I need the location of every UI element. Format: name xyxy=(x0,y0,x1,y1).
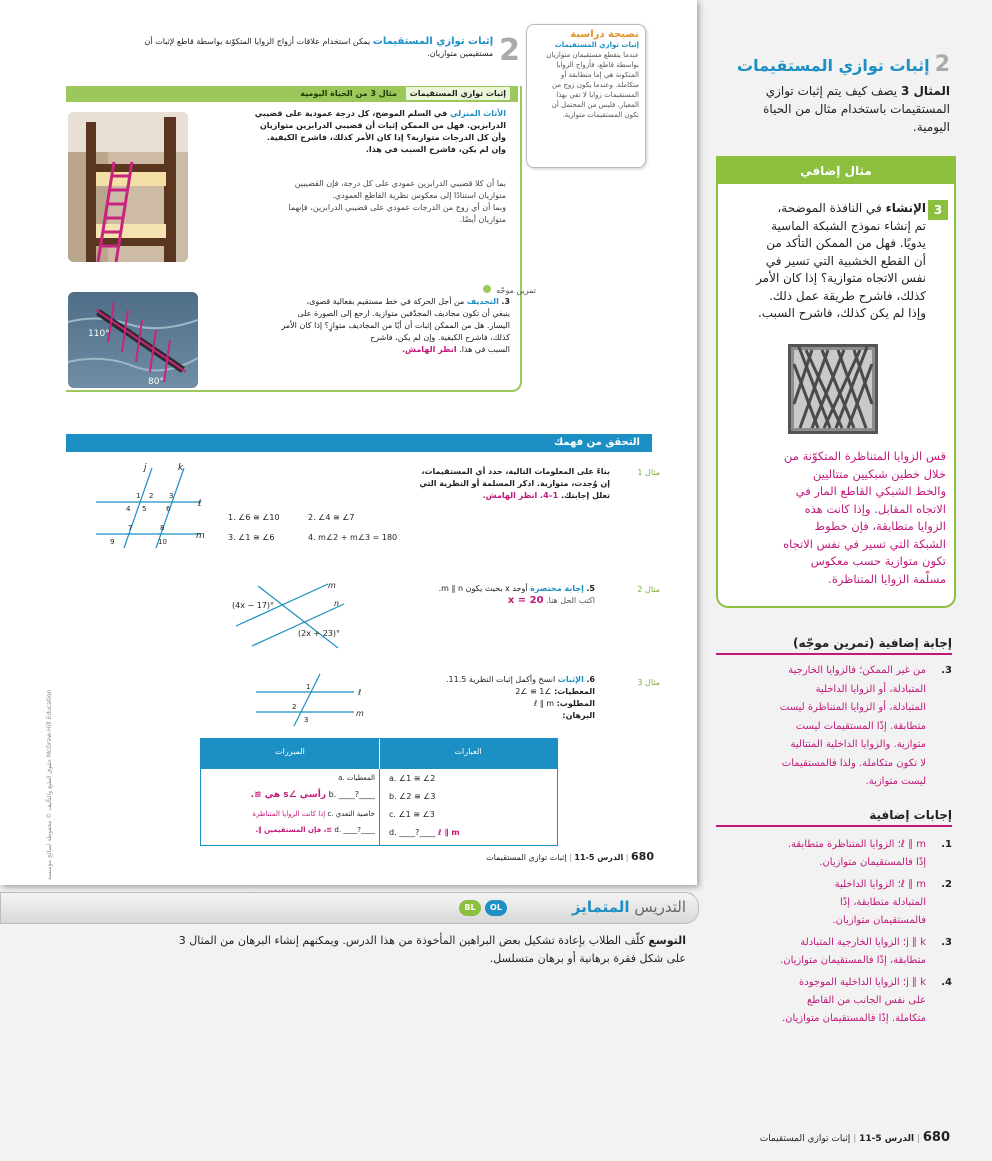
guided-question-3 xyxy=(210,296,510,356)
rowing-angle-80: 80° xyxy=(148,377,164,387)
study-tip-line: المعيار، فليس من المحتمل أن xyxy=(551,101,639,109)
section-header xyxy=(80,33,520,68)
section-intro: يمكن استخدام علاقات أزواج الزوايا المتكوّنة بواسطة قاطع لإثبات أن xyxy=(144,37,371,46)
study-tip-line: المستقيمات زوايا لا تفي بهذا xyxy=(556,91,639,99)
example-q-line: وإن لم يكن، فاشرح السبب في هذا. xyxy=(365,145,506,154)
example-bar-right: إثبات توازي المستقيمات xyxy=(406,87,510,100)
statement-d-answer: ℓ ∥ m xyxy=(437,828,460,837)
figure-parallel-lines-2 xyxy=(228,576,358,656)
a3-line: المتبادلة، أو الزوايا الداخلية xyxy=(815,683,926,695)
teacher-intro xyxy=(710,82,950,136)
extra-answer-line: خلال خطين شبكيين متتاليين xyxy=(812,466,946,481)
fig2-angle-2: (2x + 23)° xyxy=(298,629,341,638)
section-number: 2 xyxy=(499,33,520,68)
teacher-intro-line: المستقيمات باستخدام مثال من الحياة xyxy=(763,102,950,116)
guided-bullet-icon xyxy=(483,285,491,293)
fig1-label-l: ℓ xyxy=(198,499,202,509)
example-bar-title: مثال 3 من الحياة اليومية xyxy=(300,89,397,98)
section-intro-2: مستقيمين متوازيان. xyxy=(427,49,494,58)
extra-answer-line: مسلّمة الزوايا المتناظرة. xyxy=(828,571,946,586)
figure-parallel-lines-1 xyxy=(92,460,212,550)
differentiated-bar xyxy=(0,892,699,924)
b2-line: ℓ ∥ m؛ الزوايا الداخلية xyxy=(834,879,926,890)
g3-lead: التجديف xyxy=(466,297,499,306)
given-value: ∠1 ≅ ∠2 xyxy=(515,687,552,696)
lattice-window-illustration xyxy=(788,344,878,434)
fig1-label-j: j xyxy=(144,463,147,473)
badge-ol: OL xyxy=(485,900,507,916)
extra-example-line: كذلك، فاشرح طريقة عمل ذلك. xyxy=(769,288,926,303)
study-tip-line: المتكونة هي إما متطابقة أو xyxy=(561,71,639,79)
fig2-label-n: n xyxy=(334,599,340,608)
extra-example-line: يدويًا. فهل من الممكن التأكد من xyxy=(766,236,926,250)
lesson-title: إثبات توازي المستقيمات xyxy=(486,853,567,862)
fig1-angle: 2 xyxy=(149,492,154,500)
g3-line: السبب في هذا. xyxy=(459,345,510,354)
b3-line: j ∥ k؛ الزوايا الخارجية المتبادلة xyxy=(800,937,926,948)
teacher-lesson-label: الدرس 5-11 xyxy=(859,1134,915,1144)
extra-answer-line: الاتجاه المقابل. وإذا كانت هذه xyxy=(804,501,946,516)
extra-example-lead: الإنشاء xyxy=(885,201,926,215)
b4-number: 4. xyxy=(941,977,952,988)
prove-label: المطلوب: xyxy=(556,699,595,708)
b2-number: 2. xyxy=(941,879,952,890)
example-q-line: في السلم الموضح، كل درجة عمودية على قضيبي xyxy=(254,109,448,118)
extension-lead: التوسع xyxy=(648,934,686,947)
fig1-angle: 10 xyxy=(158,538,167,546)
proof-table-divider xyxy=(379,769,380,845)
reason-b-answer: رأسي ∠s هي ≅. xyxy=(250,790,327,800)
study-tip-line: متكاملة. وعندما يكون زوج من xyxy=(552,81,639,89)
g3-line: اليسار. هل من الممكن إثبات أن أيًا من المجاديف متوازٍ؟ إذا كان الأمر xyxy=(281,321,510,330)
study-tip-line: بواسطة قاطع، فأزواج الزوايا xyxy=(556,61,639,69)
fig1-angle: 7 xyxy=(128,524,133,532)
b2-line: المتبادلة متطابقة، إذًا xyxy=(840,897,926,908)
extension-line: كلّف الطلاب بإعادة تشكيل بعض البراهين المأخوذة من هذا الدرس. ويمكنهم إنشاء البرهان من المثال 3 xyxy=(178,934,645,947)
statement-b: b. ∠2 ≅ ∠3 xyxy=(389,792,436,801)
fig1-label-k: k xyxy=(178,463,184,473)
a3-line: المتبادلة، أو الزوايا المتناظرة ليست xyxy=(779,702,926,713)
problem-3: 3. ∠1 ≅ ∠6 xyxy=(228,533,275,542)
example-a-line: وبما أن أي زوج من الدرجات عمودي على قضيبي الدرابزين، فإنهما xyxy=(288,203,506,212)
question-5 xyxy=(380,583,595,607)
example-a-line: متوازيان استنادًا إلى معكوس نظرية القاطع العمودي. xyxy=(332,191,506,200)
a3-line: متوازية. والزوايا الداخلية المتتالية xyxy=(790,739,926,750)
problem-4: 4. m∠2 + m∠3 = 180 xyxy=(308,533,398,542)
differentiated-title-2: المتمايز xyxy=(571,898,630,916)
b1-line: ℓ ∥ m؛ الزوايا المتناظرة متطابقة. xyxy=(787,839,926,850)
teacher-intro-line: يصف كيف يتم إثبات توازي xyxy=(765,84,898,98)
teacher-footer: 680 | الدرس 5-11 | إثبات توازي المستقيمات xyxy=(759,1130,950,1145)
a3-line: ليست متوازية. xyxy=(865,776,926,787)
teacher-section-header xyxy=(710,52,950,77)
fig3-angle: 2 xyxy=(292,703,297,711)
teacher-section-title: إثبات توازي المستقيمات xyxy=(737,56,930,75)
study-tip-box xyxy=(526,24,646,168)
rowing-angle-110: 110° xyxy=(88,329,110,339)
b1-number: 1. xyxy=(941,839,952,850)
b3-line: متطابقة، إذًا فالمستقيمان متوازيان. xyxy=(780,955,926,966)
reason-d-blank: ____?____ .d xyxy=(334,826,375,834)
extra-answer-line: تكون متوازية حسب معكوس xyxy=(810,554,946,568)
reason-d-answer-1: إذا كانت الزوايا المتناظرة xyxy=(252,810,326,818)
extra-example-answer xyxy=(726,448,946,588)
study-tip-line: عندما يتقطع مستقيمان متوازيان xyxy=(546,51,639,59)
teacher-lesson-title: إثبات توازي المستقيمات xyxy=(759,1134,851,1144)
extra-example-line: أن القطع الخشبية التي تسير في xyxy=(765,253,926,268)
fig1-angle: 5 xyxy=(142,505,147,513)
extra-example-text xyxy=(726,200,926,323)
statement-d xyxy=(389,827,460,839)
ex1-line: بناءً على المعلومات التالية، حدد أي المستقيمات، xyxy=(421,467,610,476)
reason-d xyxy=(205,825,375,835)
statement-d-blank: d. ____?____ xyxy=(389,828,436,837)
extra-example-line: وإذا لم يكن كذلك، فاشرح السبب. xyxy=(757,306,926,320)
reason-c-text: خاصية التعدي .c xyxy=(327,810,375,818)
example-question xyxy=(226,108,506,156)
q6-number: 6. xyxy=(586,675,595,684)
example-lead: الأثاث المنزلي xyxy=(450,109,506,118)
b4-line: متكاملة. إذًا فالمستقيمان متوازيان. xyxy=(781,1013,926,1024)
additional-answer-title: إجابة إضافية (تمرين موجّه) xyxy=(716,636,952,655)
additional-answer-3 xyxy=(716,662,952,792)
example-q-line: الدرابزين. فهل من الممكن إثبات أن قضيبي الدرابزين متوازيان xyxy=(259,121,506,130)
study-tip-title: نصيحة دراسية xyxy=(570,29,639,40)
extra-example-number: 3 xyxy=(928,200,948,220)
bunk-bed-photo xyxy=(68,112,188,262)
fig1-angle: 3 xyxy=(169,492,174,500)
reason-c xyxy=(205,809,375,819)
ex1-label: مثال 1 xyxy=(637,468,660,477)
teacher-intro-line: اليومية. xyxy=(912,120,950,134)
given-label: المعطيات: xyxy=(554,687,595,696)
badge-bl: BL xyxy=(459,900,481,916)
a3-line: من غير الممكن؛ فالزوايا الخارجية xyxy=(788,665,926,676)
example-bar xyxy=(66,86,518,102)
extra-example-box xyxy=(716,156,956,608)
fig1-angle: 4 xyxy=(126,505,131,513)
q5-text: أوجد x بحيث يكون m ∥ n. xyxy=(438,584,528,593)
fig1-angle: 6 xyxy=(166,505,171,513)
statements-header: العبارات xyxy=(454,747,482,756)
statement-a: a. ∠1 ≅ ∠2 xyxy=(389,774,436,783)
reason-d-answer-2: ≅، فإن المستقيمين ∥. xyxy=(255,826,333,834)
fig1-label-m: m xyxy=(196,531,205,541)
check-title: التحقق من فهمك xyxy=(553,437,640,448)
example-a-line: متوازيان أيضًا. xyxy=(459,215,506,224)
problem-1: 1. ∠6 ≅ ∠10 xyxy=(228,513,280,522)
fig1-angle: 8 xyxy=(160,524,165,532)
a3-number: 3. xyxy=(941,665,952,676)
ex1-line: إن وُجدت، متوازية. اذكر المسلمة أو النظرية التي xyxy=(419,479,610,488)
additional-answers-title: إجابات إضافية xyxy=(716,808,952,827)
check-understanding-bar xyxy=(66,434,652,452)
fig1-angle: 1 xyxy=(136,492,141,500)
b2-line: فالمستقيمان متوازيان. xyxy=(832,915,926,926)
extension-text xyxy=(10,932,686,968)
guided-practice-text: تمرين موجّه xyxy=(496,286,536,295)
q6-lead: الإثبات xyxy=(557,675,584,684)
q5-lead: إجابة مختصرة xyxy=(530,584,584,593)
ex1-line: تعلل إجابتك. xyxy=(561,491,610,500)
rowing-illustration xyxy=(68,292,198,388)
fig3-angle: 3 xyxy=(304,716,309,724)
figure-parallel-lines-3 xyxy=(250,672,370,728)
g3-number: 3. xyxy=(501,297,510,306)
prove-value: ℓ ∥ m xyxy=(533,699,555,708)
lesson-label: الدرس 5-11 xyxy=(574,853,624,862)
a3-line: لا تكون متكاملة. ولذا فالمستقيمات xyxy=(781,757,926,769)
extra-answer-line: قس الزوايا المتناظرة المتكوّنة من xyxy=(784,449,946,463)
q6-text: انسخ وأكمل إثبات النظرية 11.5. xyxy=(446,675,556,684)
ex1-see-margin: 1–4. انظر الهامش. xyxy=(482,491,559,500)
problem-2: 2. ∠4 ≅ ∠7 xyxy=(308,513,355,522)
fig1-angle: 9 xyxy=(110,538,115,546)
student-footer: 680 | الدرس 5-11 | إثبات توازي المستقيمات xyxy=(486,850,654,863)
teacher-page-number: 680 xyxy=(922,1130,950,1145)
proof-label: البرهان: xyxy=(562,711,595,720)
additional-answers-list xyxy=(716,836,952,1028)
extra-example-line: في النافذة الموضحة، xyxy=(777,201,882,215)
extra-example-title: مثال إضافي xyxy=(718,158,954,184)
q5-show-work: اكتب الحل هنا. xyxy=(546,596,595,605)
guided-practice-label xyxy=(476,278,536,297)
differentiated-title-1: التدريس xyxy=(634,898,686,916)
ex2-label: مثال 2 xyxy=(637,585,660,594)
b3-number: 3. xyxy=(941,937,952,948)
reasons-header: المبررات xyxy=(275,747,305,756)
statement-c: c. ∠1 ≅ ∠3 xyxy=(389,810,435,819)
extra-answer-line: الشبكة التي تسير في نفس الاتجاه xyxy=(783,536,946,551)
g3-line: من أجل الحركة في خط مستقيم بفعالية قصوى، xyxy=(306,297,465,306)
example-q-line: وأن كل الدرجات متوازية؟ إذا كان الأمر كذلك، فاشرح الكيفية. xyxy=(266,133,506,142)
page-number: 680 xyxy=(631,850,654,863)
differentiated-title xyxy=(572,898,686,916)
reason-a: المعطيات .a xyxy=(338,774,375,782)
b1-line: إذًا فالمستقيمان متوازيان. xyxy=(819,857,926,868)
extension-line-2: على شكل فقرة برهانية أو برهان متسلسل. xyxy=(489,952,686,965)
fig2-label-m: m xyxy=(328,581,336,590)
fig2-angle-1: (4x − 17)° xyxy=(232,601,275,610)
example-box xyxy=(66,86,536,392)
extra-example-line: نفس الاتجاه متوازية؟ إذا كان الأمر xyxy=(756,271,926,285)
copyright-vertical: حقوق الطبع والتأليف © محفوظة لصالح مؤسسة McGraw-Hill Education xyxy=(46,689,53,880)
section-title: إثبات توازي المستقيمات xyxy=(372,36,494,47)
b4-line: j ∥ k؛ الزوايا الداخلية الموجودة xyxy=(799,977,926,988)
example-answer xyxy=(226,178,506,226)
teacher-intro-lead: المثال 3 xyxy=(900,84,950,98)
q5-answer: x = 20 xyxy=(507,595,544,606)
b4-line: على نفس الجانب من القاطع xyxy=(806,995,926,1006)
extra-answer-line: الزوايا متطابقة، فإن خطوط xyxy=(814,519,946,533)
question-6 xyxy=(380,674,595,722)
extra-example-line: تم إنشاء نموذج الشبكة الماسية xyxy=(771,218,926,233)
reason-b-blank: ____?____ .b xyxy=(328,790,375,799)
bunk-bed-illustration xyxy=(68,112,188,262)
study-tip-subtitle: إثبات توازي المستقيمات xyxy=(554,41,639,49)
proof-table xyxy=(200,738,558,846)
fig3-label-l: ℓ xyxy=(358,688,362,697)
fig3-angle: 1 xyxy=(306,683,311,691)
a3-line: متطابقة. إذًا المستقيمات ليست xyxy=(795,720,926,732)
reason-b xyxy=(205,789,375,801)
g3-line: كذلك، فاشرح الكيفية. وإن لم يكن، فاشرح xyxy=(370,333,510,342)
study-tip-line: تكون المستقيمات متوازية. xyxy=(562,111,639,119)
ex1-instructions xyxy=(360,466,610,502)
example-a-line: بما أن كلا قضيبي الدرابزين عمودي على كل درجة، فإن القضيبين xyxy=(294,179,506,188)
g3-see-margin: انظر الهامش. xyxy=(401,345,457,354)
extra-answer-line: والخط الشبكي القاطع المار في xyxy=(795,484,946,498)
q5-number: 5. xyxy=(586,584,595,593)
teacher-section-num: 2 xyxy=(934,52,950,77)
fig3-label-m: m xyxy=(356,709,364,718)
ex3-label: مثال 3 xyxy=(637,678,660,687)
rowing-photo xyxy=(68,292,198,388)
g3-line: ينبغي أن تكون مجاديف المجدّفين متوازية. ارجع إلى الصورة على xyxy=(297,309,510,318)
